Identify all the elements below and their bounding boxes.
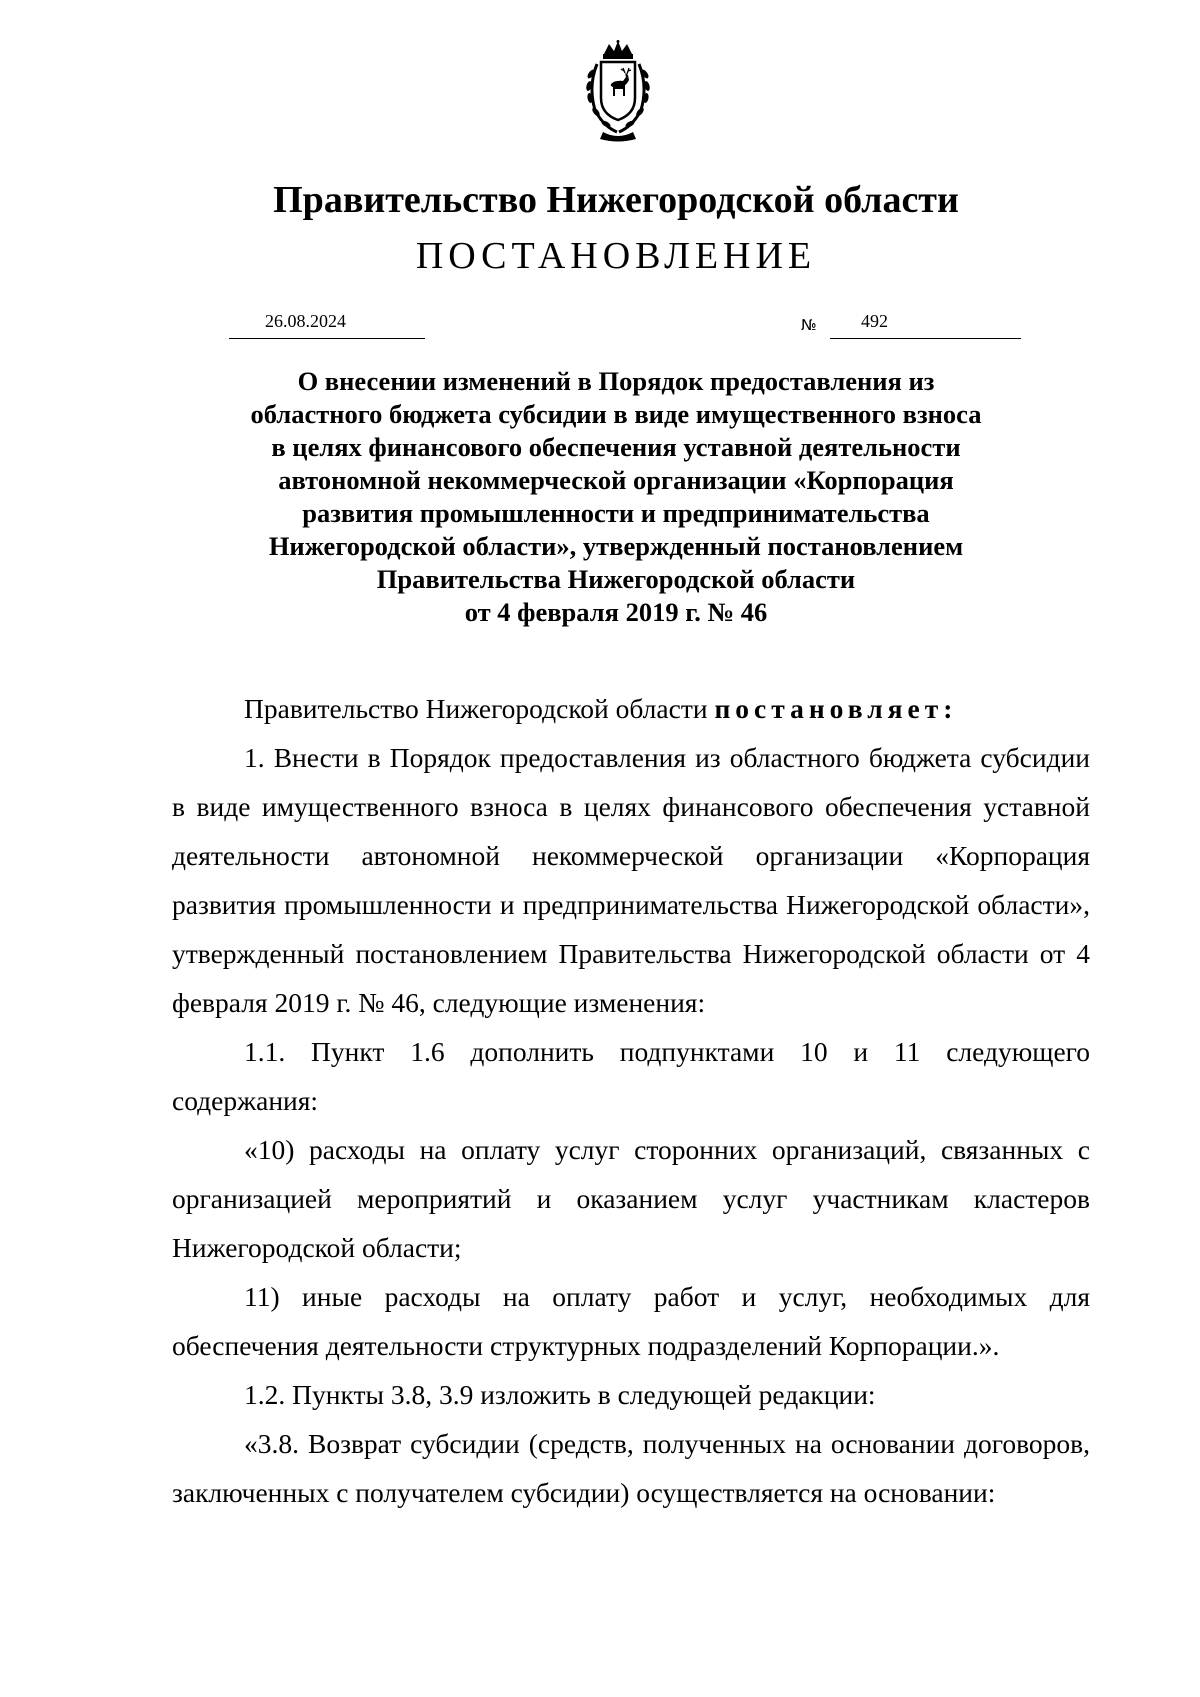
document-number: 492 [861, 311, 888, 331]
heading-line: автономной некоммерческой организации «Корпорация [278, 465, 954, 495]
subitem-10: «10) расходы на оплату услуг сторонних организаций, связанных с организацией мероприятий и оказанием услуг участникам кластеров Нижегородской области; [172, 1134, 1090, 1263]
intro-text: Правительство Нижегородской области [244, 693, 715, 724]
document-type: ПОСТАНОВЛЕНИЕ [415, 235, 817, 277]
subitem-11: 11) иные расходы на оплату работ и услуг, необходимых для обеспечения деятельности структурных подразделений Корпорации.». [172, 1281, 1090, 1361]
heading-line: Нижегородской области», утвержденный постановлением [268, 531, 964, 561]
paragraph-1-2: 1.2. Пункты 3.8, 3.9 изложить в следующей редакции: [244, 1379, 876, 1410]
nizhny-novgorod-coat-of-arms-icon [579, 40, 657, 144]
heading-line: в целях финансового обеспечения уставной деятельности [271, 432, 961, 462]
heading-line: развития промышленности и предпринимательства [302, 498, 930, 528]
resolves-verb: постановляет: [714, 693, 958, 724]
document-body [172, 684, 1090, 1517]
resolution-intro [172, 684, 1090, 733]
heading-line: О внесении изменений в Порядок предоставления из [297, 366, 935, 396]
number-field [830, 308, 1021, 339]
heading-line: областного бюджета субсидии в виде имущественного взноса [250, 399, 982, 429]
heading-line: от 4 февраля 2019 г. № 46 [464, 597, 768, 627]
paragraph-1-1: 1.1. Пункт 1.6 дополнить подпунктами 10 и 11 следующего содержания: [172, 1036, 1090, 1116]
heading-line: Правительства Нижегородской области [376, 564, 856, 594]
number-sign: № [801, 316, 817, 334]
government-title: Правительство Нижегородской области [273, 179, 959, 221]
date-field [229, 308, 425, 339]
paragraph-1: 1. Внести в Порядок предоставления из областного бюджета субсидии в виде имущественного взноса в целях финансового обеспечения уставной деятельности автономной некоммерческой организации «Корпорация развития промышленности и предпринимательства Нижегородской области», утвержденный постановлением Правительства Нижегородской области от 4 февраля 2019 г. № 46, следующие изменения: [172, 742, 1090, 1018]
paragraph-3-8: «3.8. Возврат субсидии (средств, полученных на основании договоров, заключенных с получателем субсидии) осуществляется на основании: [172, 1428, 1090, 1508]
document-heading [200, 365, 1032, 629]
document-date: 26.08.2024 [265, 311, 346, 331]
